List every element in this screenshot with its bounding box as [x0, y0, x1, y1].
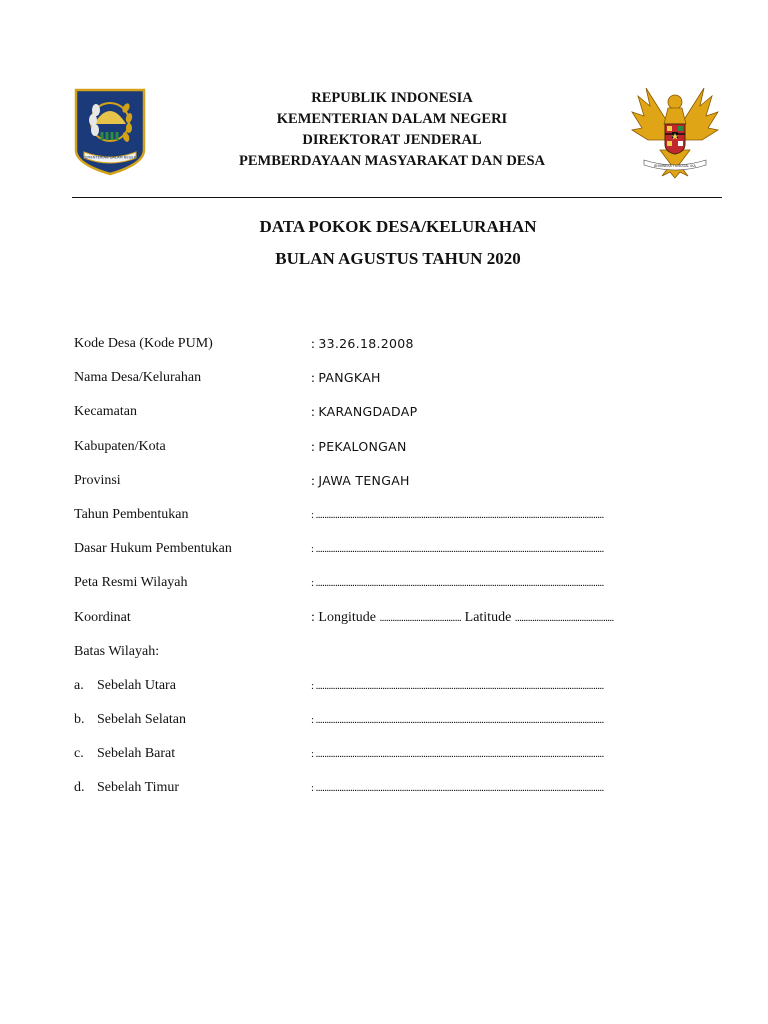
- field-row-provinsi: [74, 470, 724, 504]
- blank-fill-line: : ......................................................................................................................................: [311, 679, 604, 692]
- data-fields: [74, 333, 724, 812]
- blank-fill-line: : ......................................................................................................................................: [311, 577, 604, 590]
- field-row-sebelah-utara: [74, 675, 724, 709]
- field-label: Peta Resmi Wilayah: [74, 575, 188, 591]
- field-label: Kecamatan: [74, 404, 137, 420]
- field-row-kode-desa: [74, 333, 724, 367]
- batas-wilayah-heading: Batas Wilayah:: [74, 643, 160, 659]
- field-value: : 33.26.18.2008: [311, 336, 414, 352]
- letterhead-line-3: DIREKTORAT JENDERAL: [302, 132, 482, 148]
- list-letter: b.: [74, 712, 85, 728]
- list-letter: a.: [74, 677, 84, 693]
- title-line-1: DATA POKOK DESA/KELURAHAN: [259, 217, 537, 236]
- kecamatan-value: KARANGDADAP: [318, 404, 418, 420]
- emblem-motto-text: KEMENTERIAN DALAM NEGERI: [82, 155, 138, 160]
- nama-desa-value: PANGKAH: [318, 370, 381, 386]
- blank-fill-line: : ......................................................................................................................................: [311, 748, 604, 761]
- field-row-dasar-hukum: [74, 538, 724, 572]
- field-value: : KARANGDADAP: [311, 404, 418, 421]
- longitude-blank: ......................................: [379, 611, 462, 624]
- letterhead-line-4: PEMBERDAYAAN MASYARAKAT DAN DESA: [238, 153, 546, 169]
- field-row-sebelah-barat: [74, 743, 724, 777]
- field-label: Koordinat: [74, 609, 131, 625]
- field-row-kecamatan: [74, 401, 724, 435]
- batas-wilayah-heading-row: [74, 641, 724, 675]
- blank-fill-line: : ......................................................................................................................................: [311, 714, 604, 727]
- garuda-motto-text: BHINNEKA TUNGGAL IKA: [654, 163, 696, 168]
- field-value: : JAWA TENGAH: [311, 472, 410, 489]
- field-label: Sebelah Timur: [97, 780, 180, 796]
- field-label: Kabupaten/Kota: [74, 438, 166, 454]
- field-row-nama-desa: [74, 367, 724, 401]
- field-row-sebelah-selatan: [74, 709, 724, 743]
- field-row-tahun-pembentukan: [74, 504, 724, 538]
- blank-fill-line: : ......................................................................................................................................: [311, 543, 604, 556]
- field-value: : PANGKAH: [311, 370, 381, 387]
- field-label: Dasar Hukum Pembentukan: [74, 541, 232, 557]
- field-value: : PEKALONGAN: [311, 438, 407, 455]
- field-label: Sebelah Barat: [97, 746, 176, 762]
- field-label: Sebelah Utara: [97, 677, 176, 693]
- title-line-2: BULAN AGUSTUS TAHUN 2020: [275, 249, 521, 268]
- field-row-koordinat: [74, 607, 724, 641]
- field-row-sebelah-timur: [74, 777, 724, 811]
- blank-fill-line: : ......................................................................................................................................: [311, 782, 604, 795]
- field-label: Sebelah Selatan: [97, 712, 187, 728]
- provinsi-value: JAWA TENGAH: [318, 472, 410, 488]
- garuda-pancasila-icon: [628, 84, 722, 180]
- field-label: Kode Desa (Kode PUM): [74, 336, 213, 351]
- field-row-peta-resmi: [74, 572, 724, 606]
- field-label: Provinsi: [74, 472, 121, 488]
- blank-fill-line: : ......................................................................................................................................: [311, 508, 604, 521]
- field-label: Nama Desa/Kelurahan: [74, 370, 202, 386]
- latitude-label: Latitude: [464, 609, 512, 625]
- letterhead: [170, 88, 614, 172]
- field-label: Tahun Pembentukan: [74, 506, 189, 522]
- letterhead-line-2: KEMENTERIAN DALAM NEGERI: [276, 111, 508, 127]
- header-divider: [72, 197, 722, 198]
- latitude-blank: ..............................................: [514, 611, 614, 624]
- letterhead-line-1: REPUBLIK INDONESIA: [311, 90, 473, 106]
- list-letter: c.: [74, 746, 84, 762]
- kabupaten-value: PEKALONGAN: [318, 438, 407, 454]
- kemendagri-emblem-icon: [74, 88, 146, 176]
- kode-desa-value: 33.26.18.2008: [318, 336, 414, 351]
- longitude-label: : Longitude: [311, 609, 376, 625]
- document-title: [0, 211, 768, 275]
- list-letter: d.: [74, 780, 85, 796]
- koordinat-value: [311, 607, 711, 629]
- field-row-kabupaten: [74, 436, 724, 470]
